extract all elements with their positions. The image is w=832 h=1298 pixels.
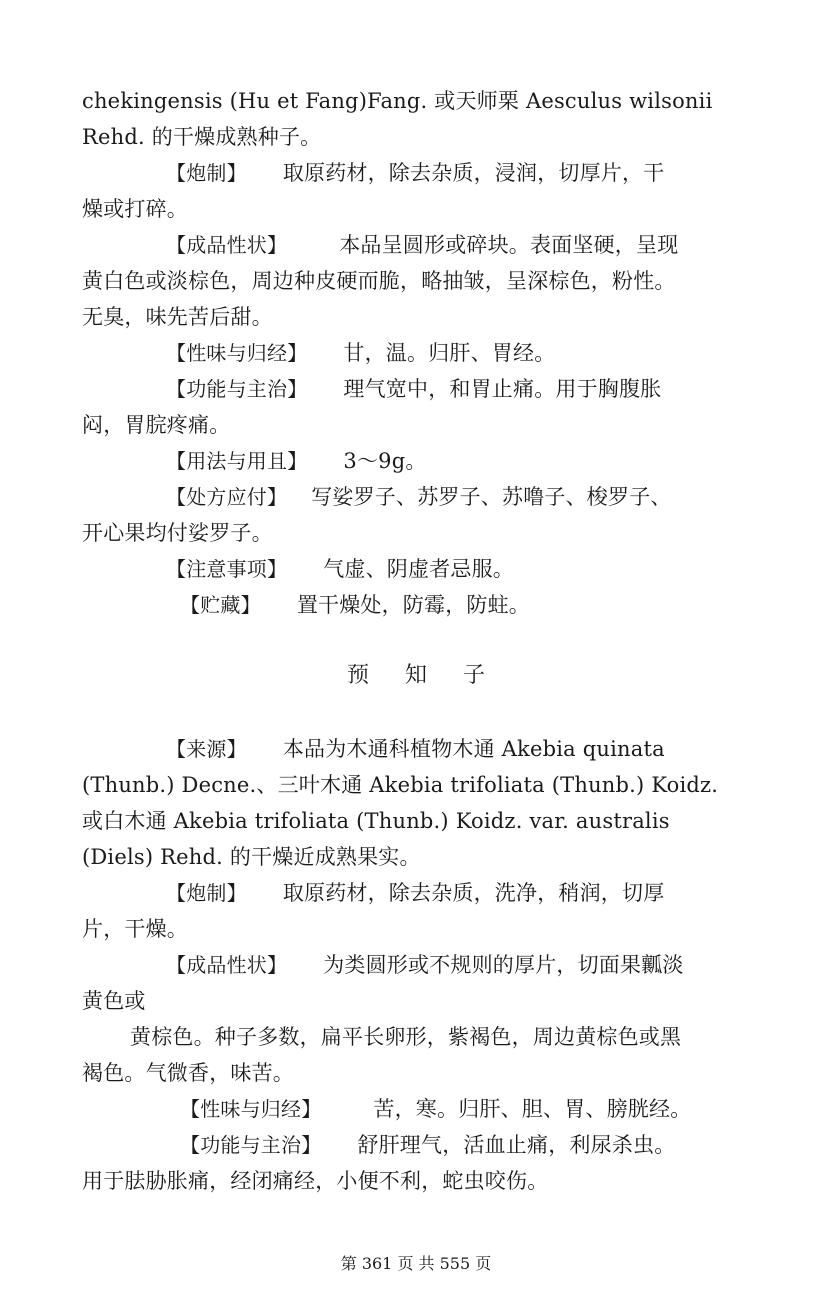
- section-tag: 【来源】: [166, 737, 247, 761]
- text-line: 闷，胃脘疼痛。: [82, 413, 231, 437]
- section-tag: 【注意事项】: [166, 557, 288, 581]
- text-line: chekingensis (Hu et Fang)Fang. 或天师栗 Aesculus wilsonii: [82, 89, 713, 113]
- entry-text: 甘，温。归肝、胃经。: [343, 341, 556, 365]
- entry-yongfa: [166, 443, 752, 479]
- entry-text: 本品呈圆形或碎块。表面坚硬，呈现: [339, 233, 679, 257]
- entry-text: 气虚、阴虚者忌服。: [323, 557, 515, 581]
- text-line: 黄棕色。种子多数，扁平长卵形，紫褐色，周边黄棕色或黑: [130, 1025, 682, 1049]
- section-tag: 【成品性状】: [166, 953, 288, 977]
- entry-xingzhuang: [166, 227, 752, 263]
- title-char: 预: [346, 663, 369, 688]
- section-tag: 【炮制】: [166, 161, 247, 185]
- section-tag: 【用法与用且】: [166, 449, 308, 473]
- text-line: 开心果均付娑罗子。: [82, 521, 273, 545]
- section-title: [0, 658, 832, 694]
- text-line: (Thunb.) Decne.、三叶木通 Akebia trifoliata (Thunb.) Koidz.: [82, 773, 719, 797]
- entry-chufang: [166, 479, 752, 515]
- title-char: 子: [463, 663, 486, 688]
- section-tag: 【贮藏】: [180, 593, 261, 617]
- entry-text: 3～9g。: [343, 449, 427, 473]
- entry-paozhi-2: [166, 875, 752, 911]
- entry-text: 苦，寒。归肝、胆、胃、膀胱经。: [373, 1097, 692, 1121]
- text-line: 无臭，味先苦后甜。: [82, 305, 273, 329]
- entry-text: 舒肝理气，活血止痛，利尿杀虫。: [357, 1133, 676, 1157]
- text-line: 片，干燥。: [82, 917, 188, 941]
- entry-text: 为类圆形或不规则的厚片，切面果瓤淡: [323, 953, 684, 977]
- entry-paozhi: [166, 155, 752, 191]
- text-line: (Diels) Rehd. 的干燥近成熟果实。: [82, 845, 421, 869]
- entry-text: 本品为木通科植物木通 Akebia quinata: [282, 737, 665, 761]
- entry-text: 置干燥处，防霉，防蛀。: [296, 593, 531, 617]
- entry-text: 取原药材，除去杂质，洗净，稍润，切厚: [282, 881, 665, 905]
- text-line: 燥或打碎。: [82, 197, 188, 221]
- text-line: 黄色或: [82, 989, 146, 1013]
- section-tag: 【性味与归经】: [180, 1097, 322, 1121]
- entry-xingwei: [166, 335, 752, 371]
- entry-zhucang: [180, 587, 752, 623]
- title-char: 知: [404, 663, 427, 688]
- page-footer: 第 361 页 共 555 页: [340, 1254, 492, 1273]
- entry-laiyuan: [166, 731, 752, 767]
- section-tag: 【功能与主治】: [166, 377, 308, 401]
- section-tag: 【处方应付】: [166, 485, 288, 509]
- entry-xingzhuang-2: [166, 947, 752, 983]
- section-tag: 【性味与归经】: [166, 341, 308, 365]
- entry-zhuyi: [166, 551, 752, 587]
- text-line: 黄白色或淡棕色，周边种皮硬而脆，略抽皱，呈深棕色，粉性。: [82, 269, 676, 293]
- section-tag: 【炮制】: [166, 881, 247, 905]
- section-tag: 【功能与主治】: [180, 1133, 322, 1157]
- entry-gongneng-2: [180, 1127, 752, 1163]
- entry-text: 取原药材，除去杂质，浸润，切厚片，干: [282, 161, 665, 185]
- entry-gongneng: [166, 371, 752, 407]
- text-line: 或白木通 Akebia trifoliata (Thunb.) Koidz. var. australis: [82, 809, 670, 833]
- entry-xingwei-2: [180, 1091, 752, 1127]
- entry-text: 写娑罗子、苏罗子、苏噜子、梭罗子、: [311, 485, 672, 509]
- section-tag: 【成品性状】: [166, 233, 288, 257]
- text-line: 褐色。气微香，味苦。: [82, 1061, 294, 1085]
- text-line: Rehd. 的干燥成熟种子。: [82, 125, 322, 149]
- text-line: 用于胠胁胀痛，经闭痛经，小便不利，蛇虫咬伤。: [82, 1169, 549, 1193]
- entry-text: 理气宽中，和胃止痛。用于胸腹胀: [343, 377, 662, 401]
